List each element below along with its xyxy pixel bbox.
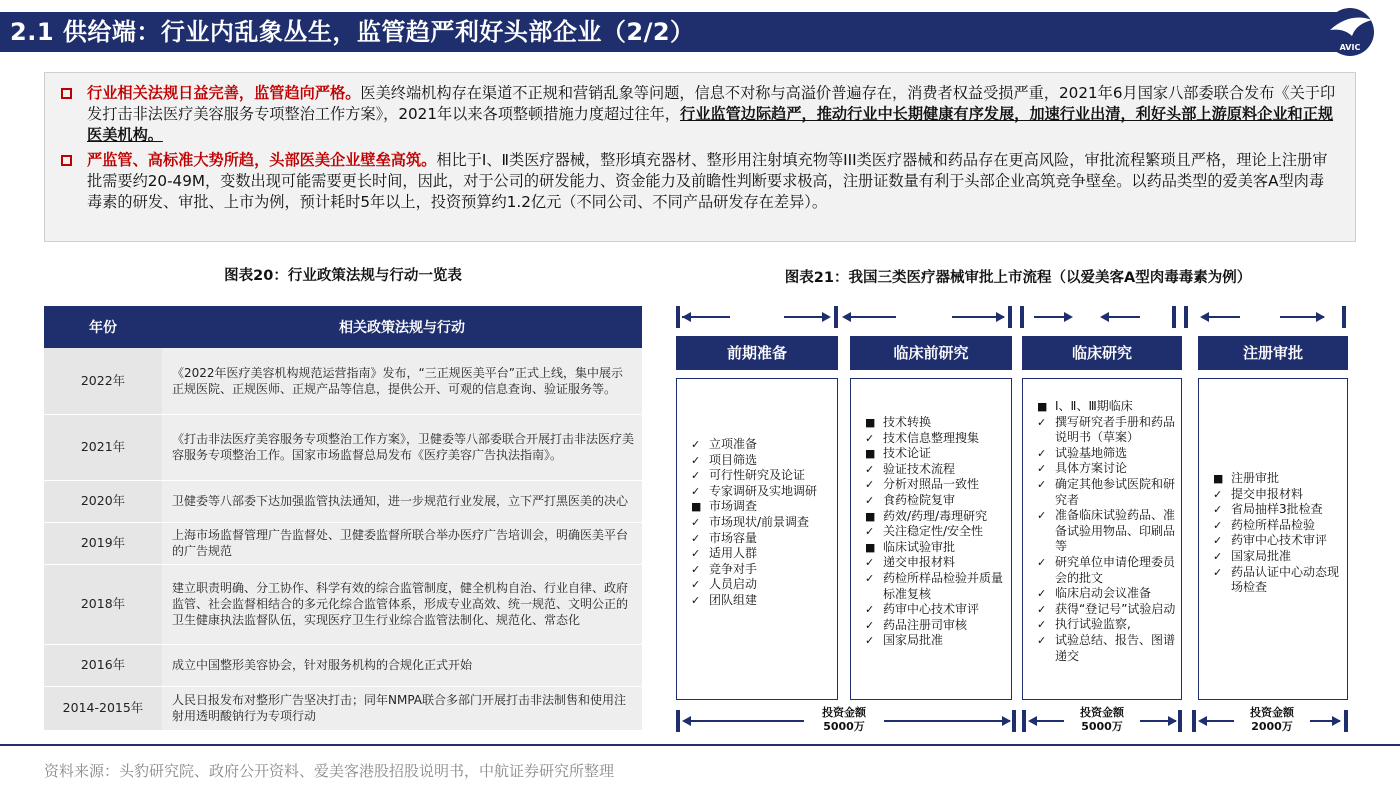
list-item: ■ 注册审批 xyxy=(1213,471,1280,485)
timeline-tick xyxy=(1344,710,1348,732)
table-row xyxy=(44,686,642,730)
policy-table xyxy=(44,306,642,731)
list-item: ✓ 执行试验监察, xyxy=(1037,617,1131,632)
timeline-tick xyxy=(1012,710,1016,732)
list-item: ✓ 试验总结、报告、图谱递交 xyxy=(1037,632,1176,663)
row-year: 2016年 xyxy=(44,644,162,686)
list-item: ✓ 药审中心技术审评 xyxy=(1213,533,1328,548)
timeline-tick xyxy=(834,306,838,328)
list-item: ✓ 适用人群 xyxy=(691,546,758,561)
list-item: ✓ 项目筛选 xyxy=(691,452,758,467)
timeline-tick xyxy=(1192,710,1196,732)
list-item: ✓ 分析对照品一致性 xyxy=(865,477,980,492)
row-year: 2019年 xyxy=(44,522,162,564)
list-item: ✓ 获得“登记号”试验启动 xyxy=(1037,601,1176,616)
table-row xyxy=(44,644,642,686)
stage-header-prep: 前期准备 xyxy=(676,336,838,370)
list-item: ■ 技术论证 xyxy=(865,446,932,461)
page-title: 2.1 供给端：行业内乱象丛生，监管趋严利好头部企业（2/2） xyxy=(10,18,695,46)
point-2-body: 相比于Ⅰ、Ⅱ类医疗器械，整形填充器材、整形用注射填充物等III类医疗器械和药品存在更高风险，审批流程繁琐且严格，理论上注册审批需要约20-49M，变数出现可能需要更长时间，因此，对于公司的研发能力、资金能力及前瞻性判断要求极高，注册证数量有利于头部企业高筑竞争壁垒。以药品类型的爱美客A型肉毒毒素的研发、审批、上市为例，预计耗时5年以上，投资预算约1.2亿元（不同公司、不同产品研发存在差异）。 xyxy=(87,151,1328,211)
avic-logo-icon xyxy=(1322,6,1378,58)
summary-point-2 xyxy=(59,150,1339,213)
stage-header-clinical: 临床研究 xyxy=(1022,336,1182,370)
row-year: 2014-2015年 xyxy=(44,686,162,730)
list-item: ✓ 关注稳定性/安全性 xyxy=(865,524,984,539)
arrow-right-icon xyxy=(1168,716,1177,726)
row-text: 《2022年医疗美容机构规范运营指南》发布，“三正规医美平台”正式上线，集中展示正规医院、正规医师、正规产品等信息，提供公开、可观的信息查询、验证服务等。 xyxy=(162,348,642,414)
point-2-lead: 严监管、高标准大势所趋，头部医美企业壁垒高筑。 xyxy=(87,151,437,169)
timeline-tick xyxy=(676,306,680,328)
stage-header-registration: 注册审批 xyxy=(1198,336,1348,370)
list-item: ✓ 试验基地筛选 xyxy=(1037,445,1128,460)
point-1-lead: 行业相关法规日益完善，监管趋向严格。 xyxy=(87,84,361,102)
arrow-right-icon xyxy=(1064,312,1073,322)
list-item: ✓ 准备临床试验药品、准备试验用物品、印刷品等 xyxy=(1037,508,1176,554)
list-item: ✓ 人员启动 xyxy=(691,577,758,592)
arrow-left-icon xyxy=(682,312,691,322)
timeline-tick xyxy=(1342,306,1346,328)
investment-label-3: 投资金额 2000万 xyxy=(1234,706,1310,734)
summary-point-1 xyxy=(59,83,1339,146)
timeline-line xyxy=(844,316,896,318)
row-text: 人民日报发布对整形广告坚决打击；同年NMPA联合多部门开展打击非法制售和使用注射用透明酸钠行为专项行动 xyxy=(162,686,642,730)
arrow-right-icon xyxy=(996,312,1005,322)
list-item: ✓ 研究单位申请伦理委员会的批文 xyxy=(1037,554,1176,585)
list-item: ✓ 技术信息整理搜集 xyxy=(865,430,980,445)
row-year: 2020年 xyxy=(44,480,162,522)
row-text: 卫健委等八部委下达加强监管执法通知，进一步规范行业发展，立下严打黑医美的决心 xyxy=(162,480,642,522)
table-row xyxy=(44,414,642,480)
list-item: ✓ 药品认证中心动态现场检查 xyxy=(1213,564,1340,595)
stage-box-prep xyxy=(676,378,838,700)
row-text: 上海市场监督管理广告监督处、卫健委监督所联合举办医疗广告培训会，明确医美平台的广告规范 xyxy=(162,522,642,564)
table-header-row xyxy=(44,306,642,348)
list-item: ✓ 市场现状/前景调查 xyxy=(691,514,810,529)
list-item: ■ 技术转换 xyxy=(865,415,932,429)
table-row xyxy=(44,564,642,644)
list-item: ✓ 验证技术流程 xyxy=(865,461,956,476)
timeline-tick xyxy=(1178,710,1182,732)
list-item: ✓ 市场容量 xyxy=(691,530,758,545)
list-item: ✓ 提交申报材料 xyxy=(1213,486,1304,501)
timeline-line xyxy=(1102,316,1140,318)
stage-box-registration xyxy=(1198,378,1348,700)
row-year: 2022年 xyxy=(44,348,162,414)
list-item: ■ Ⅰ、Ⅱ、Ⅲ期临床 xyxy=(1037,399,1133,413)
table-row xyxy=(44,522,642,564)
logo-text: AVIC xyxy=(1339,43,1361,52)
timeline-tick xyxy=(1008,306,1012,328)
list-item: ✓ 临床启动会议准备 xyxy=(1037,586,1152,601)
list-item: ✓ 省局抽样3批检查 xyxy=(1213,502,1323,517)
timeline-tick xyxy=(676,710,680,732)
arrow-right-icon xyxy=(1316,312,1325,322)
col-policy-header: 相关政策法规与行动 xyxy=(162,306,642,348)
point-1-tail: 行业监管边际趋严，推动行业中长期健康有序发展，加速行业出清，利好头部上游原料企业和正规医美机构。 xyxy=(87,105,1334,144)
footer-divider xyxy=(0,744,1400,746)
list-item: ✓ 确定其他参试医院和研究者 xyxy=(1037,476,1176,507)
list-item: ✓ 团队组建 xyxy=(691,592,758,607)
table-row xyxy=(44,348,642,414)
list-item: ✓ 药检所样品检验并质量标准复核 xyxy=(865,570,1004,601)
investment-label-1: 投资金额 5000万 xyxy=(804,706,884,734)
list-item: ✓ 竞争对手 xyxy=(691,561,758,576)
timeline-tick xyxy=(1184,306,1188,328)
stage-box-preclinical xyxy=(850,378,1012,700)
list-item: ✓ 可行性研究及论证 xyxy=(691,468,806,483)
list-item: ✓ 立项准备 xyxy=(691,437,758,451)
flow-caption: 图表21：我国三类医疗器械审批上市流程（以爱美客A型肉毒毒素为例） xyxy=(784,270,1252,286)
col-year-header: 年份 xyxy=(44,306,162,348)
row-text: 建立职责明确、分工协作、科学有效的综合监管制度，健全机构自治、行业自律、政府监管、社会监督相结合的多元化综合监管体系，形成专业高效、统一规范、文明公正的卫生健康执法监督队伍，实现医疗卫生行业综合监管法制化、规范化、常态化 xyxy=(162,564,642,644)
header xyxy=(0,0,1400,60)
source-note: 资料来源：头豹研究院、政府公开资料、爱美客港股招股说明书，中航证券研究所整理 xyxy=(44,762,615,780)
list-item: ✓ 递交申报材料 xyxy=(865,555,956,570)
list-item: ✓ 专家调研及实地调研 xyxy=(691,483,818,498)
timeline-tick xyxy=(1022,710,1026,732)
stage-box-clinical xyxy=(1022,378,1182,700)
arrow-right-icon xyxy=(1332,716,1341,726)
list-item: ✓ 具体方案讨论 xyxy=(1037,461,1128,476)
arrow-right-icon xyxy=(1002,716,1011,726)
square-bullet-icon xyxy=(61,155,72,166)
row-year: 2021年 xyxy=(44,414,162,480)
row-text: 《打击非法医疗美容服务专项整治工作方案》，卫健委等八部委联合开展打击非法医疗美容服务专项整治工作。国家市场监督总局发布《医疗美容广告执法指南》。 xyxy=(162,414,642,480)
list-item: ■ 药效/药理/毒理研究 xyxy=(865,508,988,523)
table-row xyxy=(44,480,642,522)
list-item: ✓ 撰写研究者手册和药品说明书（草案） xyxy=(1037,414,1176,445)
row-text: 成立中国整形美容协会，针对服务机构的合规化正式开始 xyxy=(162,644,642,686)
list-item: ✓ 国家局批准 xyxy=(1213,548,1292,563)
arrow-right-icon xyxy=(822,312,831,322)
investment-label-2: 投资金额 5000万 xyxy=(1064,706,1140,734)
list-item: ■ 临床试验审批 xyxy=(865,539,956,554)
table-caption: 图表20：行业政策法规与行动一览表 xyxy=(224,268,462,284)
list-item: ✓ 国家局批准 xyxy=(865,633,944,648)
timeline-tick xyxy=(1020,306,1024,328)
stage-header-preclinical: 临床前研究 xyxy=(850,336,1012,370)
list-item: ■ 市场调查 xyxy=(691,499,758,514)
timeline-line xyxy=(1202,316,1240,318)
square-bullet-icon xyxy=(61,88,72,99)
list-item: ✓ 药检所样品检验 xyxy=(1213,517,1316,532)
point-1-body: 医美终端机构存在渠道不正规和营销乱象等问题，信息不对称与高溢价普遍存在，消费者权益受损严重，2021年6月国家八部委联合发布《关于印发打击非法医疗美容服务专项整治工作方案》，2021年以来各项整顿措施力度超过往年， xyxy=(87,84,1336,123)
row-year: 2018年 xyxy=(44,564,162,644)
list-item: ✓ 药品注册司审核 xyxy=(865,617,968,632)
summary-box xyxy=(44,72,1356,242)
list-item: ✓ 食药检院复审 xyxy=(865,492,956,507)
approval-flow-diagram xyxy=(676,298,1348,738)
timeline-tick xyxy=(1172,306,1176,328)
list-item: ✓ 药审中心技术审评 xyxy=(865,602,980,617)
